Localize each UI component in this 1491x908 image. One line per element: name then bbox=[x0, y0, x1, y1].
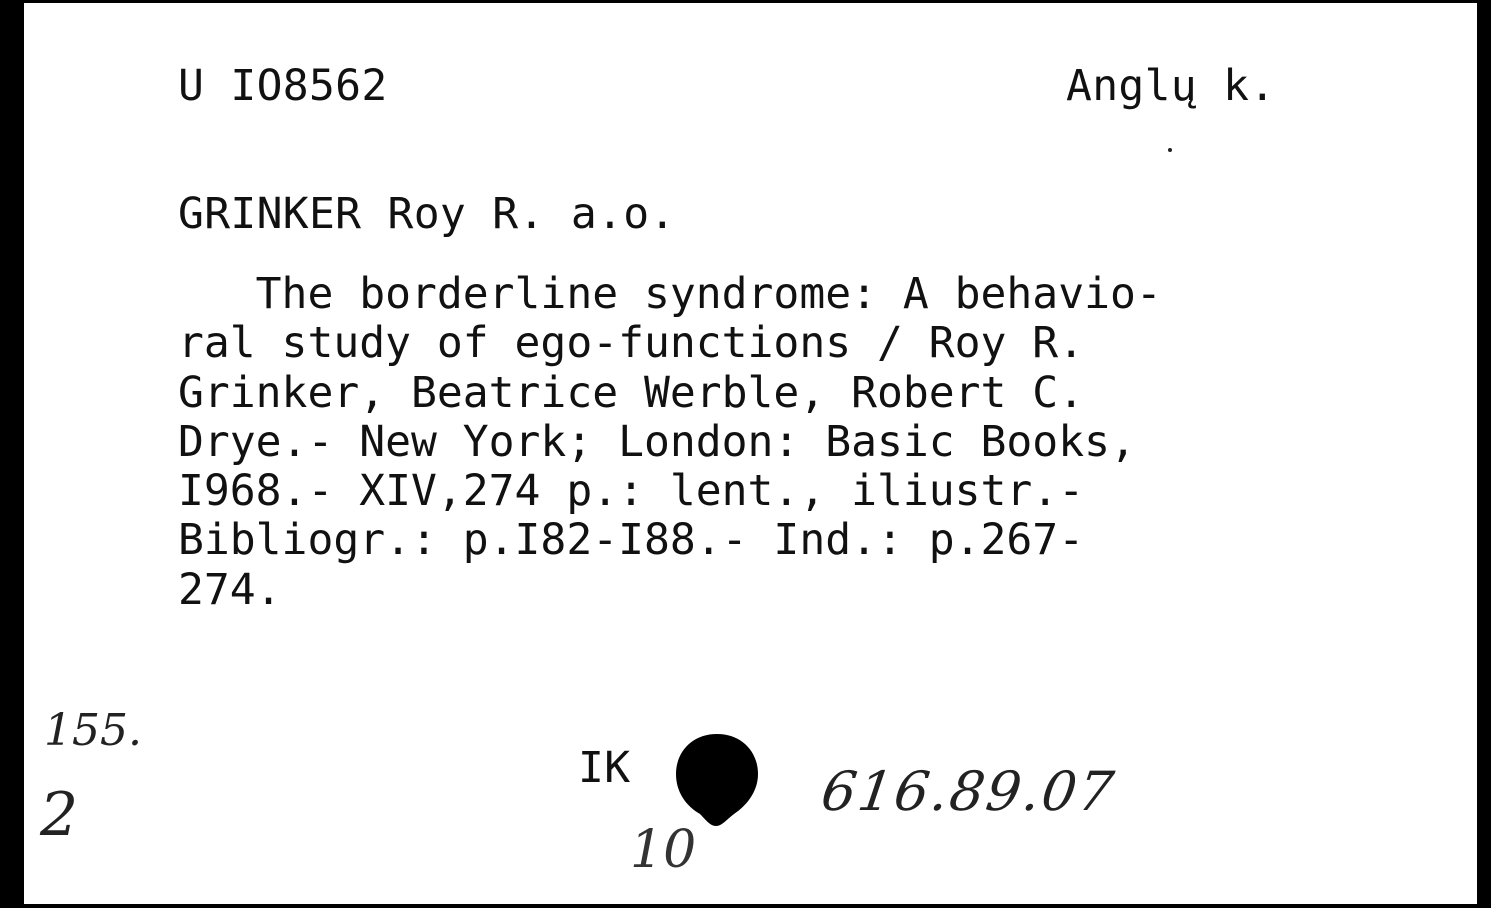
handwritten-margin-note: 155. bbox=[44, 705, 142, 756]
scan-border-top bbox=[0, 0, 1491, 3]
scan-border-right bbox=[1477, 0, 1491, 908]
call-number: U IO8562 bbox=[178, 61, 388, 111]
description-line: Drye.- New York; London: Basic Books, bbox=[178, 416, 1136, 467]
description-line: Grinker, Beatrice Werble, Robert C. bbox=[178, 367, 1085, 418]
description-line: 274. bbox=[178, 564, 282, 615]
handwritten-sub-note: 10 bbox=[630, 820, 697, 880]
ink-speck bbox=[1168, 148, 1172, 152]
description-line: The borderline syndrome: A behavio- bbox=[178, 269, 1162, 319]
description-line: ral study of ego-functions / Roy R. bbox=[178, 318, 1085, 369]
handwritten-margin-note: 2 bbox=[40, 780, 79, 850]
author-heading: GRINKER Roy R. a.o. bbox=[178, 189, 676, 239]
scan-border-left bbox=[0, 0, 24, 908]
bibliographic-description bbox=[178, 270, 1162, 615]
description-line: I968.- XIV,274 p.: lent., iliustr.- bbox=[178, 466, 1085, 517]
description-line: Bibliogr.: p.I82-I88.- Ind.: p.267- bbox=[178, 515, 1085, 566]
language-note: Anglų k. bbox=[1066, 61, 1276, 111]
ik-mark: IK bbox=[578, 743, 631, 793]
scan-border-bottom bbox=[0, 904, 1491, 908]
handwritten-class-number: 616.89.07 bbox=[817, 760, 1120, 823]
punch-hole-icon bbox=[672, 730, 762, 830]
